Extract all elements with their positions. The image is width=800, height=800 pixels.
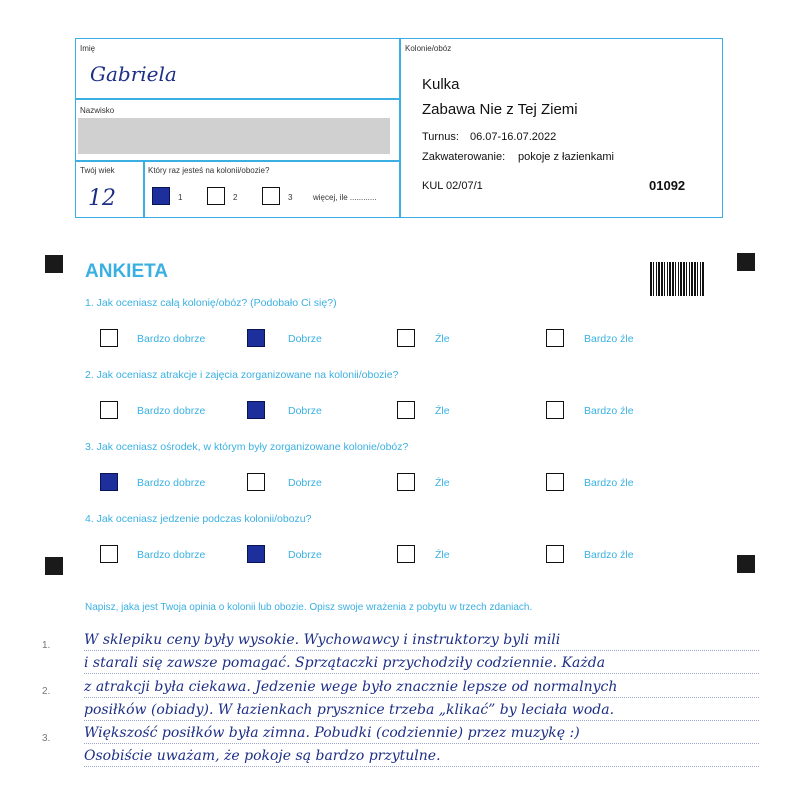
times-option-2: 2 xyxy=(233,193,238,202)
first-name-label: Imię xyxy=(80,44,96,53)
q4-option-dobrze-checkbox[interactable] xyxy=(247,545,265,563)
q2-option-bardzo-zle-checkbox[interactable] xyxy=(546,401,564,419)
camp-title: Zabawa Nie z Tej Ziemi xyxy=(422,101,578,118)
q2-option-bardzo-dobrze-checkbox[interactable] xyxy=(100,401,118,419)
q4-option-bardzo-zle-checkbox[interactable] xyxy=(546,545,564,563)
q4-option-bardzo-dobrze-label: Bardzo dobrze xyxy=(137,549,206,561)
q2-option-zle-label: Źle xyxy=(435,405,450,417)
times-checkbox-3[interactable] xyxy=(262,187,280,205)
turnus-label: Turnus: xyxy=(422,131,459,143)
registration-mark-top-right xyxy=(737,253,755,271)
last-name-label: Nazwisko xyxy=(80,106,115,115)
q3-option-dobrze-label: Dobrze xyxy=(288,477,322,489)
q1-option-dobrze-label: Dobrze xyxy=(288,333,322,345)
q4-option-zle-checkbox[interactable] xyxy=(397,545,415,563)
first-name-value[interactable]: Gabriela xyxy=(90,62,177,86)
opinion-handwritten-line-4[interactable]: posiłków (obiady). W łazienkach prysznice trzeba „klikać” by leciała woda. xyxy=(84,702,615,718)
accommodation-label: Zakwaterowanie: xyxy=(422,151,506,163)
answer-rule-1 xyxy=(84,650,759,651)
q4-option-dobrze-label: Dobrze xyxy=(288,549,322,561)
answer-rule-2 xyxy=(84,673,759,674)
header-divider-vertical xyxy=(399,38,401,218)
question-2: 2. Jak oceniasz atrakcje i zajęcia zorganizowane na kolonii/obozie? xyxy=(85,369,399,381)
times-option-1: 1 xyxy=(178,193,183,202)
q2-option-dobrze-checkbox[interactable] xyxy=(247,401,265,419)
opinion-handwritten-line-3[interactable]: z atrakcji była ciekawa. Jedzenie wege było znacznie lepsze od normalnych xyxy=(84,679,618,695)
times-label: Który raz jesteś na kolonii/obozie? xyxy=(148,166,270,175)
q2-option-bardzo-dobrze-label: Bardzo dobrze xyxy=(137,405,206,417)
opinion-handwritten-line-2[interactable]: i starali się zawsze pomagać. Sprzątaczki przychodziły codziennie. Każda xyxy=(84,655,606,671)
q3-option-bardzo-zle-label: Bardzo źle xyxy=(584,477,634,489)
header-divider-1 xyxy=(75,98,400,100)
camp-name: Kulka xyxy=(422,76,460,93)
opinion-line-number-2: 2. xyxy=(42,686,51,697)
last-name-redacted xyxy=(78,118,390,154)
q1-option-zle-checkbox[interactable] xyxy=(397,329,415,347)
times-more-label: więcej, ile ............ xyxy=(313,193,377,202)
q1-option-bardzo-dobrze-checkbox[interactable] xyxy=(100,329,118,347)
q4-option-bardzo-dobrze-checkbox[interactable] xyxy=(100,545,118,563)
answer-rule-4 xyxy=(84,720,759,721)
q3-option-bardzo-dobrze-checkbox[interactable] xyxy=(100,473,118,491)
opinion-handwritten-line-1[interactable]: W sklepiku ceny były wysokie. Wychowawcy i instruktorzy byli mili xyxy=(84,632,561,648)
answer-rule-3 xyxy=(84,697,759,698)
camp-label: Kolonie/obóz xyxy=(405,44,452,53)
answer-rule-6 xyxy=(84,766,759,767)
accommodation-value: pokoje z łazienkami xyxy=(518,151,614,163)
times-checkbox-2[interactable] xyxy=(207,187,225,205)
survey-title: ANKIETA xyxy=(85,261,169,282)
form-number: 01092 xyxy=(649,178,686,193)
question-1: 1. Jak oceniasz całą kolonię/obóz? (Podobało Ci się?) xyxy=(85,297,337,309)
q4-option-bardzo-zle-label: Bardzo źle xyxy=(584,549,634,561)
q4-option-zle-label: Źle xyxy=(435,549,450,561)
times-checkbox-1[interactable] xyxy=(152,187,170,205)
header-divider-age xyxy=(143,160,145,218)
opinion-line-number-1: 1. xyxy=(42,640,51,651)
q3-option-zle-label: Źle xyxy=(435,477,450,489)
q1-option-bardzo-zle-label: Bardzo źle xyxy=(584,333,634,345)
q1-option-zle-label: Źle xyxy=(435,333,450,345)
q3-option-bardzo-zle-checkbox[interactable] xyxy=(546,473,564,491)
opinion-line-number-3: 3. xyxy=(42,733,51,744)
opinion-handwritten-line-5[interactable]: Większość posiłków była zimna. Pobudki (codziennie) przez muzykę :) xyxy=(84,725,580,741)
answer-rule-5 xyxy=(84,743,759,744)
question-4: 4. Jak oceniasz jedzenie podczas kolonii/obozu? xyxy=(85,513,312,525)
q3-option-bardzo-dobrze-label: Bardzo dobrze xyxy=(137,477,206,489)
q1-option-dobrze-checkbox[interactable] xyxy=(247,329,265,347)
question-3: 3. Jak oceniasz ośrodek, w którym były zorganizowane kolonie/obóz? xyxy=(85,441,409,453)
header-divider-2 xyxy=(75,160,400,162)
registration-mark-bottom-right xyxy=(737,555,755,573)
registration-mark-bottom-left xyxy=(45,557,63,575)
registration-mark-top-left xyxy=(45,255,63,273)
age-value[interactable]: 12 xyxy=(88,186,116,211)
times-option-3: 3 xyxy=(288,193,293,202)
camp-code: KUL 02/07/1 xyxy=(422,180,483,192)
barcode xyxy=(650,262,705,296)
q3-option-dobrze-checkbox[interactable] xyxy=(247,473,265,491)
age-label: Twój wiek xyxy=(80,166,115,175)
q1-option-bardzo-dobrze-label: Bardzo dobrze xyxy=(137,333,206,345)
opinion-handwritten-line-6[interactable]: Osobiście uważam, że pokoje są bardzo przytulne. xyxy=(84,748,441,764)
opinion-prompt: Napisz, jaka jest Twoja opinia o kolonii lub obozie. Opisz swoje wrażenia z pobytu w trzech zdaniach. xyxy=(85,602,533,613)
turnus-value: 06.07-16.07.2022 xyxy=(470,131,557,143)
q3-option-zle-checkbox[interactable] xyxy=(397,473,415,491)
q2-option-dobrze-label: Dobrze xyxy=(288,405,322,417)
q1-option-bardzo-zle-checkbox[interactable] xyxy=(546,329,564,347)
q2-option-bardzo-zle-label: Bardzo źle xyxy=(584,405,634,417)
q2-option-zle-checkbox[interactable] xyxy=(397,401,415,419)
